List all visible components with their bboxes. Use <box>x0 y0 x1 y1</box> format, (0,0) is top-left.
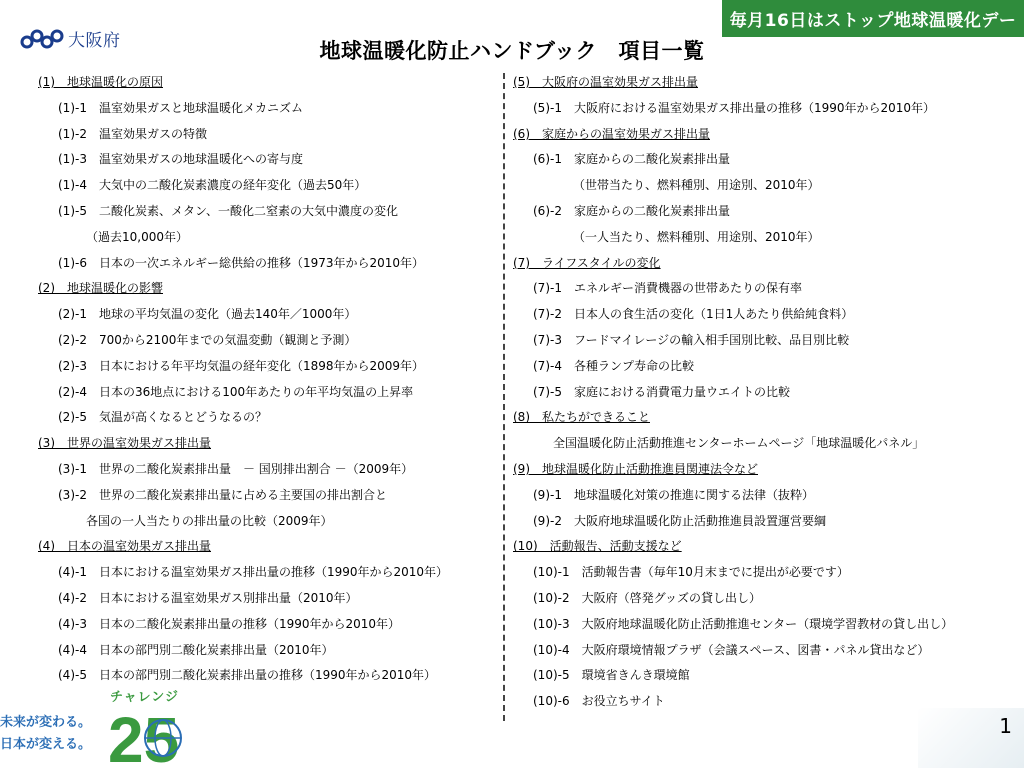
list-item: (4)-2 日本における温室効果ガス別排出量（2010年） <box>58 590 358 605</box>
list-item: (1)-6 日本の一次エネルギー総供給の推移（1973年から2010年） <box>58 255 425 270</box>
column-divider <box>503 73 505 721</box>
list-item: (4)-3 日本の二酸化炭素排出量の推移（1990年から2010年） <box>58 616 401 631</box>
slogan <box>0 712 91 756</box>
challenge-25-logo-icon <box>106 698 186 768</box>
section-heading[interactable]: (1) 地球温暖化の原因 <box>38 75 163 89</box>
list-item: 全国温暖化防止活動推進センターホームページ「地球温暖化パネル」 <box>553 436 925 451</box>
challenge-25-number: 25 <box>108 704 180 768</box>
slogan-line-1: 未来が変わる。 <box>0 715 92 730</box>
stop-warming-day-banner: 毎月16日はストップ地球温暖化デー <box>722 0 1024 37</box>
list-item: (10)-2 大阪府（啓発グッズの貸し出し） <box>533 590 761 605</box>
page-number-box <box>918 708 1024 768</box>
list-item: (4)-4 日本の部門別二酸化炭素排出量（2010年） <box>58 642 334 657</box>
list-item: 各国の一人当たりの排出量の比較（2009年） <box>86 513 333 528</box>
list-item: (2)-4 日本の36地点における100年あたりの年平均気温の上昇率 <box>58 384 414 399</box>
list-item: (7)-4 各種ランプ寿命の比較 <box>533 358 694 373</box>
section-heading[interactable]: (6) 家庭からの温室効果ガス排出量 <box>513 126 710 141</box>
left-item-list <box>38 70 500 689</box>
list-item: (7)-1 エネルギー消費機器の世帯あたりの保有率 <box>533 281 802 296</box>
list-item: (3)-1 世界の二酸化炭素排出量 － 国別排出割合 －（2009年） <box>58 461 414 476</box>
list-item: (10)-6 お役立ちサイト <box>533 694 665 709</box>
list-item: (4)-5 日本の部門別二酸化炭素排出量の推移（1990年から2010年） <box>58 668 437 683</box>
list-item: （過去10,000年） <box>86 229 188 244</box>
right-item-list <box>513 70 1013 715</box>
list-item: (10)-1 活動報告書（毎年10月末までに提出が必要です） <box>533 565 849 580</box>
section-heading[interactable]: (5) 大阪府の温室効果ガス排出量 <box>513 75 698 89</box>
list-item: (1)-3 温室効果ガスの地球温暖化への寄与度 <box>58 152 303 167</box>
challenge-label: チャレンジ <box>110 690 179 705</box>
list-item: (7)-2 日本人の食生活の変化（1日1人あたり供給純食料） <box>533 307 854 322</box>
logo-text: 大阪府 <box>68 31 121 51</box>
section-heading[interactable]: (4) 日本の温室効果ガス排出量 <box>38 539 211 554</box>
list-item: (1)-1 温室効果ガスと地球温暖化メカニズム <box>58 100 303 115</box>
list-item: (2)-3 日本における年平均気温の経年変化（1898年から2009年） <box>58 358 425 373</box>
section-heading[interactable]: (9) 地球温暖化防止活動推進員関連法令など <box>513 461 758 476</box>
list-item: (6)-2 家庭からの二酸化炭素排出量 <box>533 203 730 218</box>
list-item: （世帯当たり、燃料種別、用途別、2010年） <box>573 178 820 193</box>
list-item: (7)-3 フードマイレージの輸入相手国別比較、品目別比較 <box>533 332 850 347</box>
list-item: (1)-4 大気中の二酸化炭素濃度の経年変化（過去50年） <box>58 178 367 193</box>
list-item: (2)-1 地球の平均気温の変化（過去140年／1000年） <box>58 307 357 322</box>
list-item: (2)-2 700から2100年までの気温変動（観測と予測） <box>58 332 357 347</box>
list-item: (10)-5 環境省きんき環境館 <box>533 668 690 683</box>
list-item: (9)-1 地球温暖化対策の推進に関する法律（抜粋） <box>533 487 814 502</box>
list-item: (4)-1 日本における温室効果ガス排出量の推移（1990年から2010年） <box>58 565 449 580</box>
list-item: (7)-5 家庭における消費電力量ウエイトの比較 <box>533 384 790 399</box>
page-number: 1 <box>999 714 1012 738</box>
list-item: (10)-4 大阪府環境情報プラザ（会議スペース、図書・パネル貸出など） <box>533 642 930 657</box>
list-item: (1)-2 温室効果ガスの特徴 <box>58 126 207 141</box>
section-heading[interactable]: (7) ライフスタイルの変化 <box>513 255 661 270</box>
list-item: (3)-2 世界の二酸化炭素排出量に占める主要国の排出割合と <box>58 487 387 502</box>
section-heading[interactable]: (10) 活動報告、活動支援など <box>513 539 682 554</box>
section-heading[interactable]: (8) 私たちができること <box>513 410 650 425</box>
list-item: (1)-5 二酸化炭素、メタン、一酸化二窒素の大気中濃度の変化 <box>58 203 399 218</box>
list-item: (2)-5 気温が高くなるとどうなるの？ <box>58 410 267 425</box>
section-heading[interactable]: (2) 地球温暖化の影響 <box>38 281 163 296</box>
list-item: (9)-2 大阪府地球温暖化防止活動推進員設置運営要綱 <box>533 513 826 528</box>
slogan-line-2: 日本が変える。 <box>0 737 92 752</box>
list-item: （一人当たり、燃料種別、用途別、2010年） <box>573 229 820 244</box>
section-heading[interactable]: (3) 世界の温室効果ガス排出量 <box>38 436 211 451</box>
list-item: (5)-1 大阪府における温室効果ガス排出量の推移（1990年から2010年） <box>533 100 936 115</box>
page-title: 地球温暖化防止ハンドブック 項目一覧 <box>319 39 705 63</box>
list-item: (10)-3 大阪府地球温暖化防止活動推進センター（環境学習教材の貸し出し） <box>533 616 954 631</box>
list-item: (6)-1 家庭からの二酸化炭素排出量 <box>533 152 730 167</box>
